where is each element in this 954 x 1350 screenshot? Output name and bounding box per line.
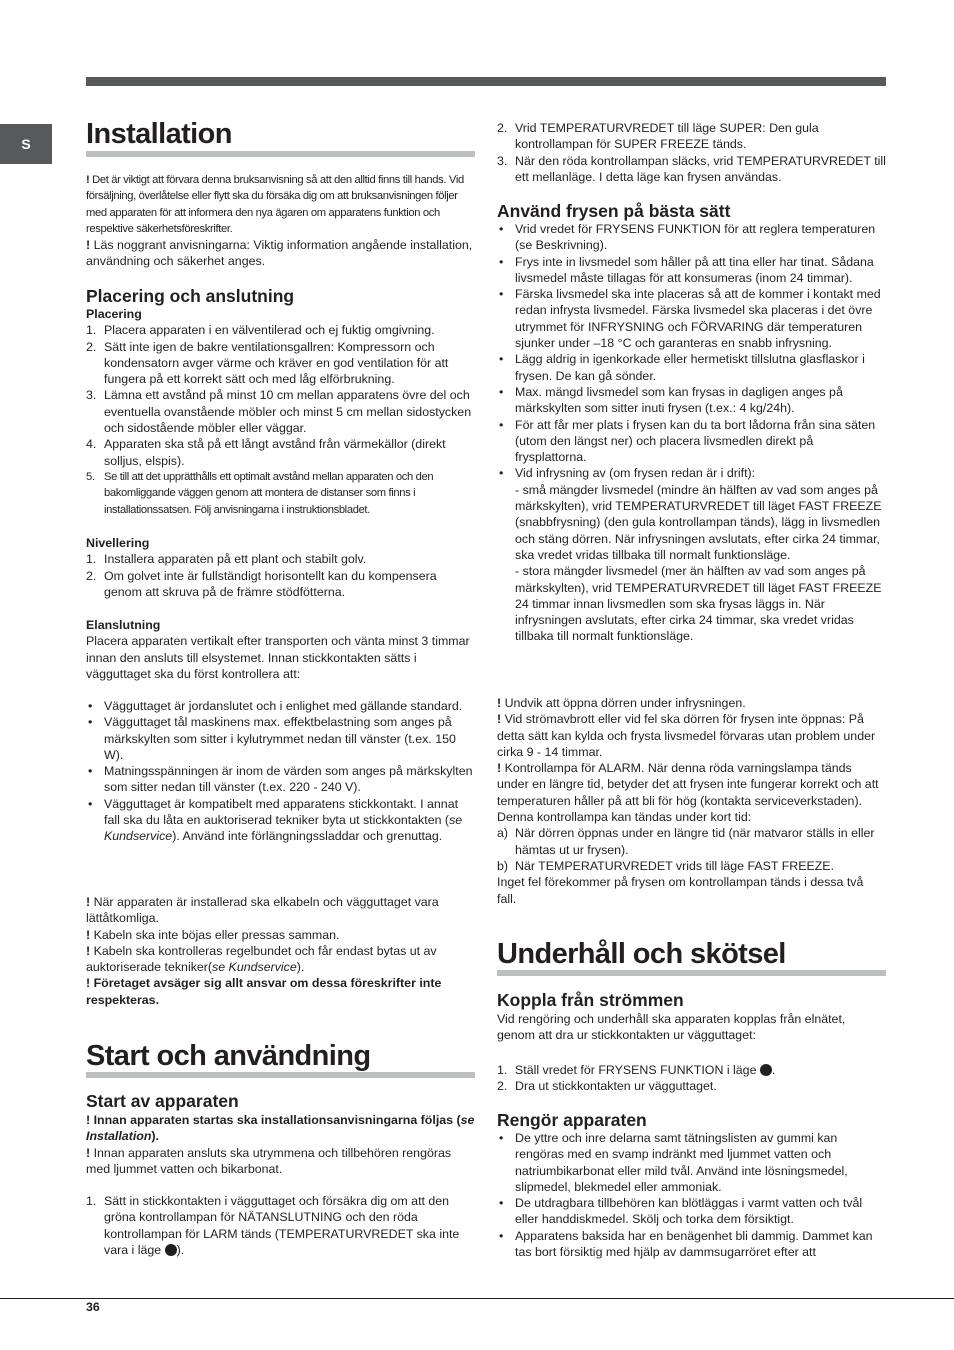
- list-item: • De utdragbara tillbehören kan blötläggas i varmt vatten och tvål eller handdiskmedel. Skölj och torka dem försiktigt.: [497, 1195, 886, 1228]
- list-item: a) När dörren öppnas under en längre tid (när matvaror ställs in eller hämtas ut ur frysen).: [497, 826, 875, 857]
- list-item: • Matningsspänningen är inom de värden som anges på märkskylten som sitter nedan till vänster (t.ex. 220 - 240 V).: [86, 763, 475, 796]
- start-steps-cont: [497, 120, 886, 185]
- installation-intro: ! Det är viktigt att förvara denna bruksanvisning så att den alltid finns till hands. Vid försäljning, överlåtelse eller flytt ska du försäka dig om att bruksanvisningen följer med apparaten för att informera den nya ägaren om apparatens funktion och respektive säkerhetsföreskrifter. ! Läs noggrant anvisningarna: Viktig information angående installation, användning och säkerhet anges.: [86, 174, 473, 269]
- list-item: 2. Vrid TEMPERATURVREDET till läge SUPER: Den gula kontrollampan för SUPER FREEZE tänds.: [497, 121, 819, 152]
- nivellering-section: [86, 535, 475, 600]
- list-item: • Vägguttaget är kompatibelt med apparatens stickkontakt. I annat fall ska du låta en auktoriserad tekniker byta ut stickkontakten (se Kundservice). Använd inte förlängningssladdar och grenuttag.: [86, 796, 475, 845]
- list-item: 3. Lämna ett avstånd på minst 10 cm mellan apparatens övre del och eventuella ovanstående möbler och minst 5 cm mellan sidostycken och sidostående möbler eller väggar.: [86, 388, 472, 436]
- list-item: 1. Installera apparaten på ett plant och stabilt golv.: [86, 552, 367, 567]
- elanslutning-subheading: Elanslutning: [86, 618, 161, 632]
- list-item: • Lägg aldrig in igenkorkade eller hermetiskt tillslutna glasflaskor i frysen. De kan gå sönder.: [497, 351, 886, 384]
- title-rule: [86, 151, 475, 157]
- list-item: • Vägguttaget tål maskinens max. effektbelastning som anges på märkskylten som sitter i kylutrymmet nedan till vänster (t.ex. 150 W).: [86, 714, 475, 763]
- list-item: 3. När den röda kontrollampan släcks, vrid TEMPERATURVREDET till ett mellanläge. I detta läge kan frysen användas.: [497, 153, 886, 184]
- freezer-warnings: ! Undvik att öppna dörren under infrysningen. ! Vid strömavbrott eller vid fel ska dörren för frysen inte öppnas: På detta sätt kan kylda och frysta livsmedel förvaras utan problem under cirka 9 - 14 timmar. ! Kontrollampa för ALARM. När denna röda varningslampa tänds under en längre tid, betyder det att frysen inte fungerar korrekt och att temperaturen håller på att bli för hög (kontakta serviceverkstaden). Denna kontrollampa kan tändas under kort tid: a) När dörren öppnas under en längre tid (när matvaror ställs in eller hämtas ut ur frysen). b) När TEMPERATURVREDET vrids till läge FAST FREEZE. Inget fel förekommer på frysen om kontrollampan tänds i dessa två fall.: [497, 695, 886, 907]
- list-item: 2. Sätt inte igen de bakre ventilationsgallren: Kompressorn och kondensatorn avger värme och kräver en god ventilation för att fungera på ett korrekt sätt och med låg elförbrukning.: [86, 339, 449, 387]
- list-item: 5. Se till att det upprätthålls ett optimalt avstånd mellan apparaten och den bakomliggande väggen genom att montera de distanser som finns i installationssatsen. Följ anvisningarna i instruktionsbladet.: [86, 470, 434, 516]
- el-bullets: [86, 698, 475, 845]
- elanslutning-section: Elanslutning Placera apparaten vertikalt efter transporten och vänta minst 3 timmar innan den ansluts till elsystemet. Innan stickkontakten sätts i vägguttaget ska du först kontrollera att:: [86, 617, 475, 682]
- start-steps: [86, 1193, 475, 1258]
- list-item: 1. Ställ vredet för FRYSENS FUNKTION i läge .: [497, 1063, 776, 1077]
- list-item: • Vrid vredet för FRYSENS FUNKTION för att reglera temperaturen (se Beskrivning).: [497, 221, 886, 254]
- rengor-bullets: [497, 1130, 886, 1260]
- off-position-icon: [760, 1064, 772, 1076]
- footer-rule: [0, 1298, 954, 1299]
- freezer-heading: Använd frysen på bästa sätt: [497, 201, 731, 221]
- list-item: • De yttre och inre delarna samt tätningslisten av gummi kan rengöras med en svamp indränkt med ljummet vatten och natriumbikarbonat eller mild tvål. Använd inte lösningsmedel, slipmedel, blekmedel eller ammoniak.: [497, 1130, 886, 1195]
- koppla-text: Vid rengöring och underhåll ska apparaten kopplas från elnätet, genom att dra ur stickkontakten ur vägguttaget:: [497, 1012, 846, 1043]
- nivellering-subheading: Nivellering: [86, 536, 150, 550]
- placering-heading: Placering och anslutning: [86, 286, 295, 306]
- freezer-bullets: [497, 221, 886, 645]
- start-title: Start och användning: [86, 1040, 371, 1072]
- page-number: 36: [86, 1300, 100, 1314]
- list-item: • Färska livsmedel ska inte placeras så att de kommer i kontakt med redan infrysta livsmedel. Färska livsmedel ska placeras i det övre utrymmet för INFRYSNING och FÖRVARING där temperaturen sjunker under –18 °C och garanteras en snabb infrysning.: [497, 286, 886, 351]
- list-item: 2. Om golvet inte är fullständigt horisontellt kan du kompensera genom att skruva på de främre stödfötterna.: [86, 568, 437, 599]
- koppla-steps: [497, 1062, 886, 1095]
- placering-section: [86, 306, 475, 518]
- list-item: b) När TEMPERATURVREDET vrids till läge FAST FREEZE.: [497, 858, 835, 873]
- list-item: 4. Apparaten ska stå på ett långt avstånd från värmekällor (direkt solljus, elspis).: [86, 437, 446, 468]
- start-notes: ! Innan apparaten startas ska installationsanvisningarna följas (se Installation). ! Innan apparaten ansluts ska utrymmena och tillbehören rengöras med ljummet vatten och bikarbonat.: [86, 1113, 475, 1176]
- list-item: • För att får mer plats i frysen kan du ta bort lådorna från sina säten (utom den längst ner) och placera livsmedlen direkt på frysplattorna.: [497, 417, 886, 466]
- language-tab: S: [0, 124, 52, 164]
- list-item: • Max. mängd livsmedel som kan frysas in dagligen anges på märkskylten som sitter inuti frysen (t.ex.: 4 kg/24h).: [497, 384, 886, 417]
- rengor-heading: Rengör apparaten: [497, 1110, 647, 1130]
- list-item: 1. Placera apparaten i en välventilerad och ej fuktig omgivning.: [86, 323, 435, 338]
- koppla-heading: Koppla från strömmen: [497, 990, 684, 1010]
- off-position-icon: [165, 1244, 177, 1256]
- list-item: • Frys inte in livsmedel som håller på att tina eller har tinat. Sådana livsmedel måste tillagas för att konsumeras (inom 24 timmar).: [497, 254, 886, 287]
- installation-title: Installation: [86, 118, 232, 150]
- title-rule: [86, 1072, 475, 1078]
- list-item: 2. Dra ut stickkontakten ur vägguttaget.: [497, 1079, 717, 1094]
- placering-subheading: Placering: [86, 307, 142, 321]
- maintenance-title: Underhåll och skötsel: [497, 938, 786, 970]
- list-item: • Vid infrysning av (om frysen redan är i drift): - små mängder livsmedel (mindre än hälften av vad som anges på märkskylten), vrid TEMPERATURVREDET till läget FAST FREEZE (snabbfrysning) (den gula kontrollampan tänds), lägg in livsmedlen och stäng dörren. När infrysningen avslutats, efter cirka 24 timmar, ska vredet vridas tillbaka till normalt funktionsläge. - stora mängder livsmedel (mer än hälften av vad som anges på märkskylten), vrid TEMPERATURVREDET till läget FAST FREEZE 24 timmar innan livsmedlen som ska frysas läggs in. När infrysningen avslutats, efter cirka 24 timmar, ska vredet vridas tillbaka till normalt funktionsläge.: [497, 465, 886, 644]
- start-heading: Start av apparaten: [86, 1091, 239, 1111]
- installation-warnings: ! När apparaten är installerad ska elkabeln och vägguttaget vara lättåtkomliga. ! Kabeln ska inte böjas eller pressas samman. ! Kabeln ska kontrolleras regelbundet och får endast bytas ut av auktoriserade tekniker(se Kundservice). ! Företaget avsäger sig allt ansvar om dessa föreskrifter inte respekteras.: [86, 895, 442, 1007]
- list-item: 1. Sätt in stickkontakten i vägguttaget och försäkra dig om att den gröna kontrollampan för NÄTANSLUTNING och den röda kontrollampan för LARM tänds (TEMPERATURVREDET ska inte vara i läge ).: [86, 1194, 460, 1257]
- top-bar: [86, 77, 886, 86]
- list-item: • Apparatens baksida har en benägenhet bli dammig. Dammet kan tas bort försiktig med hjälp av dammsugarröret efter att: [497, 1228, 886, 1261]
- title-rule: [497, 970, 886, 976]
- list-item: • Vägguttaget är jordanslutet och i enlighet med gällande standard.: [86, 698, 475, 714]
